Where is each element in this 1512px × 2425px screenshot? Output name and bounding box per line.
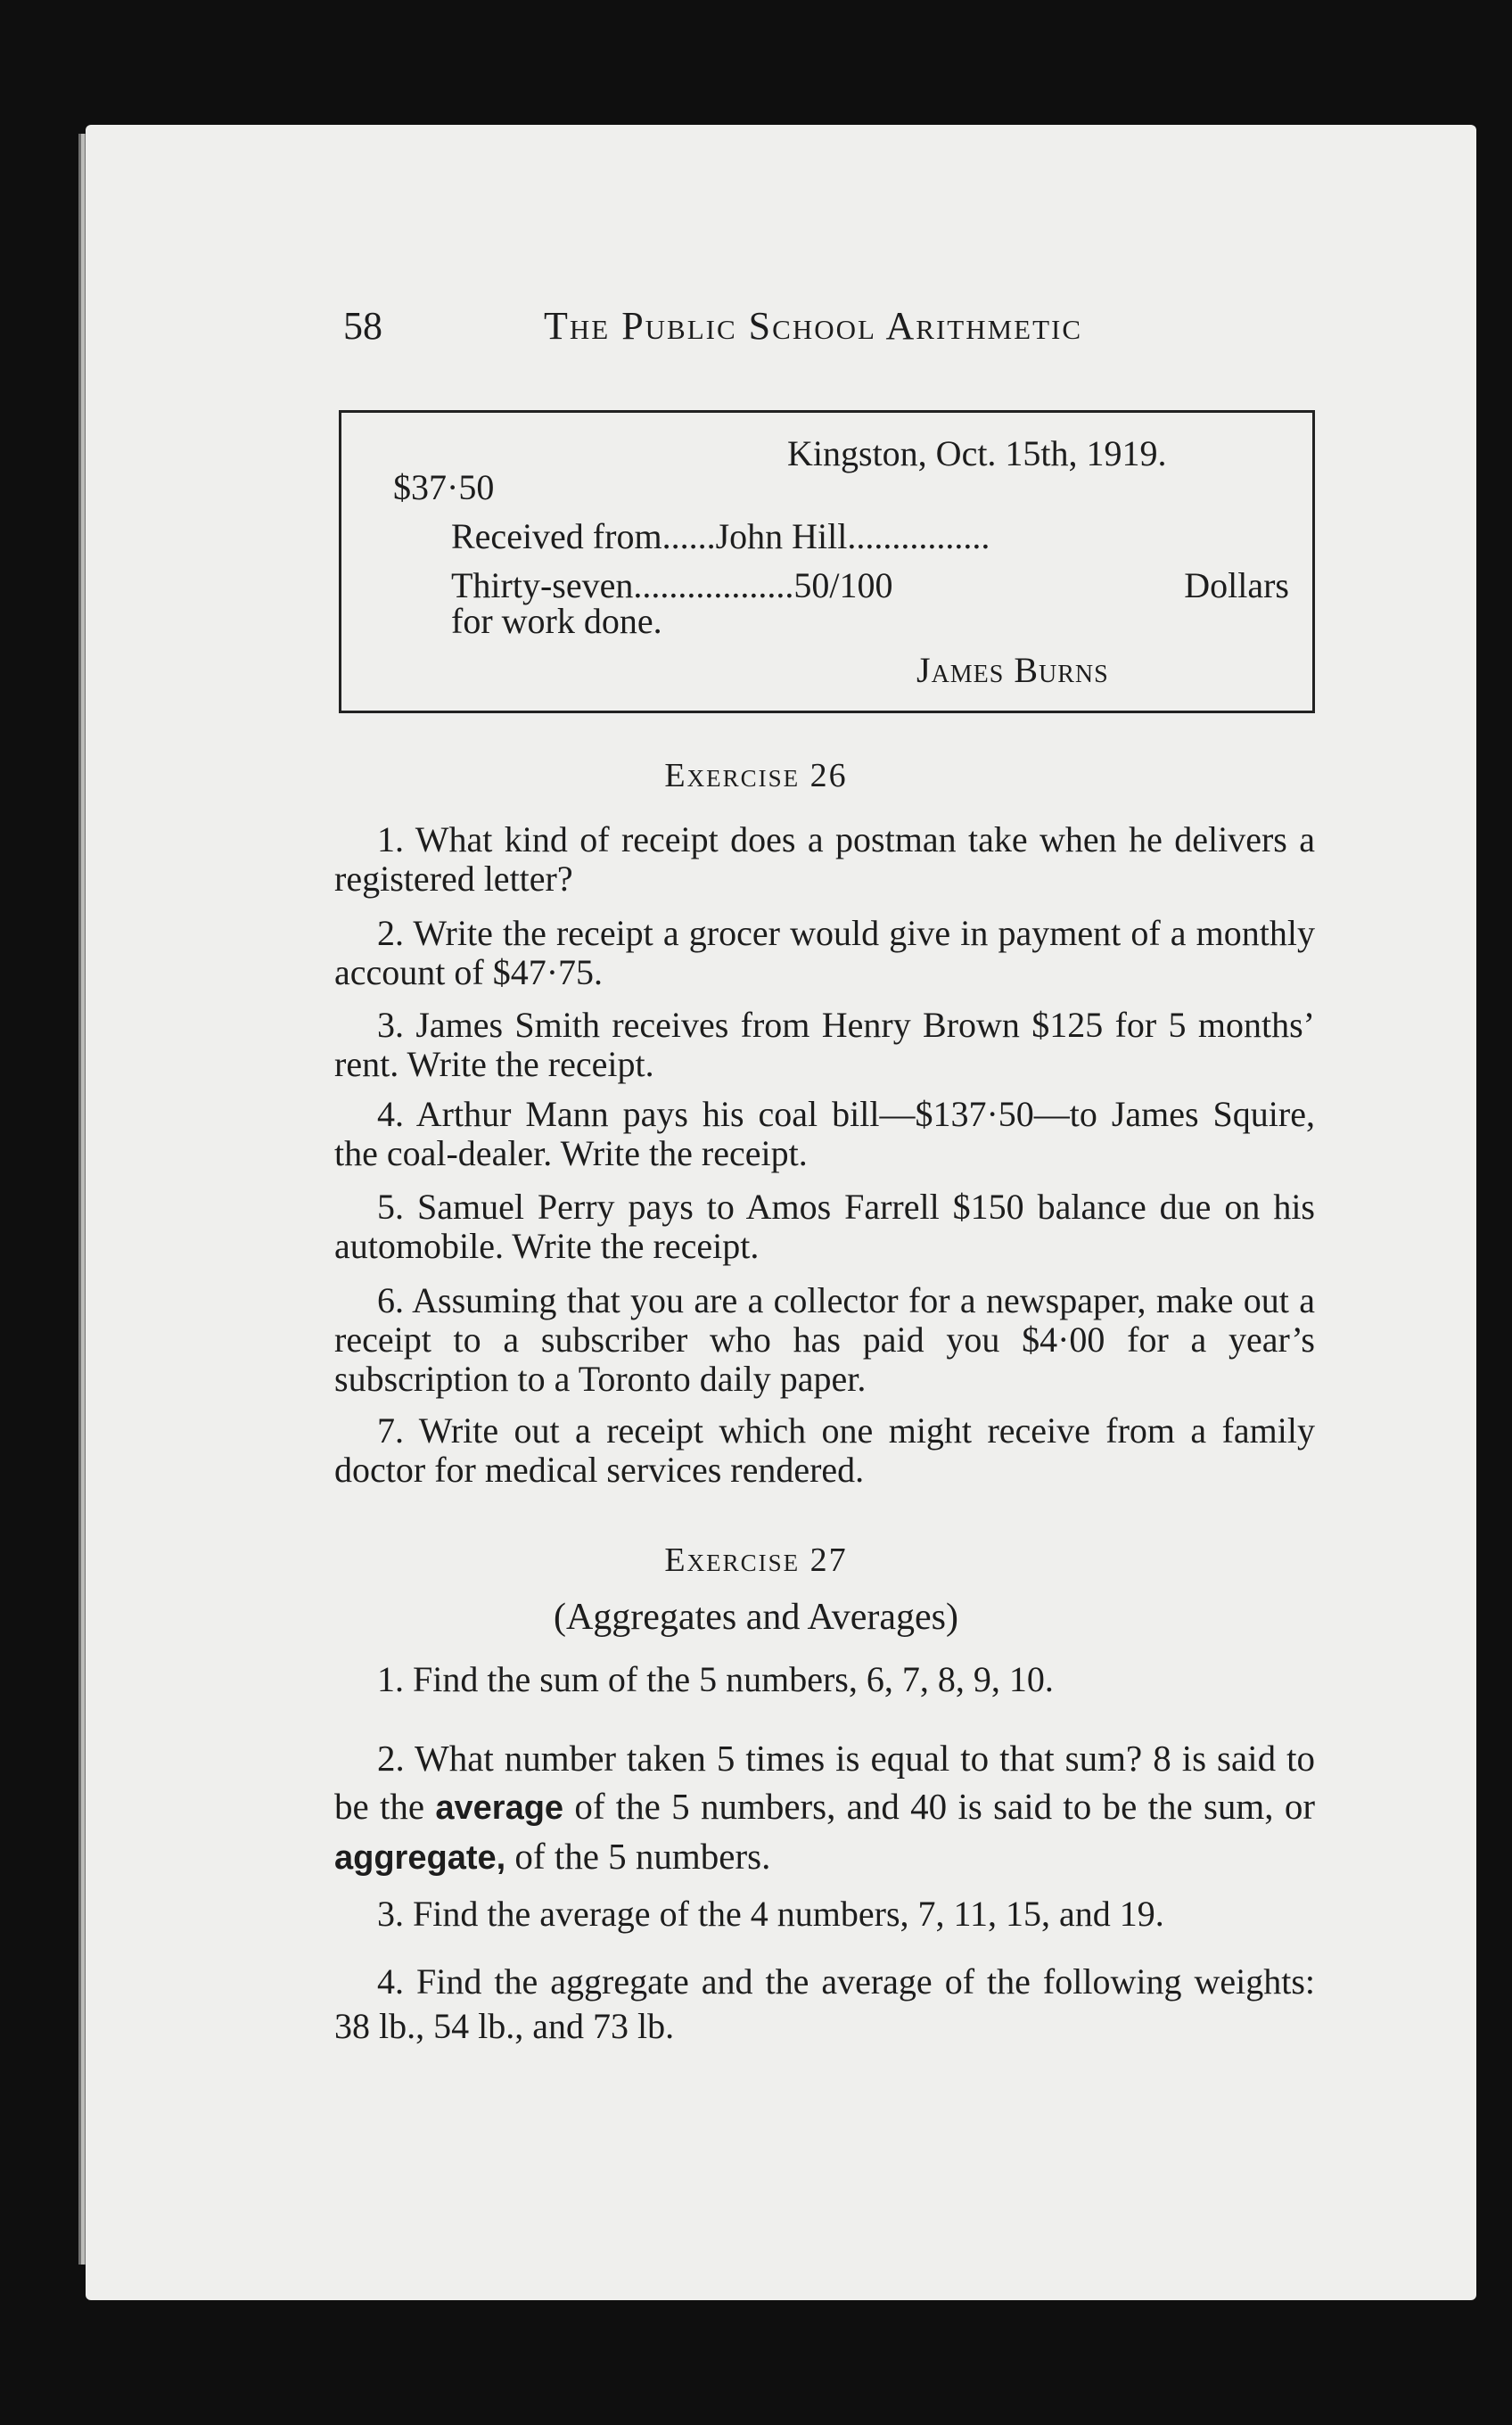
term-average: average: [435, 1789, 564, 1827]
exercise-26-heading: Exercise 26: [664, 757, 848, 794]
receipt-place-date: Kingston, Oct. 15th, 1919.: [787, 433, 1167, 473]
running-title: The Public School Arithmetic: [544, 304, 1083, 348]
exercise-26-question-6: 6. Assuming that you are a collector for a newspaper, make out a receipt to a subscriber who has paid you $4·00 for a year’s subscription to a Toronto daily paper.: [334, 1280, 1315, 1399]
exercise-26-question-2: 2. Write the receipt a grocer would give in payment of a monthly account of $47·75.: [334, 913, 1315, 992]
exercise-26-question-1: 1. What kind of receipt does a postman take when he delivers a registered letter?: [334, 819, 1316, 899]
receipt-amount: $37·50: [393, 467, 495, 507]
page-header: [0, 303, 1512, 357]
exercise-27-question-3: 3. Find the average of the 4 numbers, 7, 11, 15, and 19.: [377, 1894, 1164, 1934]
page-number: 58: [343, 304, 382, 348]
exercise-27-question-1: 1. Find the sum of the 5 numbers, 6, 7, 8, 9, 10.: [377, 1659, 1054, 1699]
exercise-27-subtitle: (Aggregates and Averages): [553, 1597, 959, 1638]
exercise-26-question-4: 4. Arthur Mann pays his coal bill—$137·50—to James Squire, the coal-dealer. Write the receipt.: [334, 1094, 1315, 1173]
receipt-received-from: Received from......John Hill................: [451, 516, 990, 556]
term-aggregate: aggregate,: [334, 1839, 506, 1877]
receipt-amount-words: Thirty-seven..................50/100: [451, 565, 893, 605]
receipt-amount-unit: Dollars: [1184, 565, 1289, 605]
sample-receipt: [339, 410, 1315, 713]
exercise-26-question-3: 3. James Smith receives from Henry Brown $125 for 5 months’ rent. Write the receipt.: [334, 1005, 1315, 1084]
receipt-purpose: for work done.: [451, 601, 662, 641]
exercise-26-question-7: 7. Write out a receipt which one might receive from a family doctor for medical services rendered.: [334, 1410, 1315, 1490]
exercise-27-question-2: 2. What number taken 5 times is equal to that sum? 8 is said to be the average of the 5 numbers, and 40 is said to be the sum, or aggregate, of the 5 numbers.: [334, 1738, 1315, 1877]
receipt-signature: James Burns: [916, 650, 1109, 690]
exercise-27-question-4: 4. Find the aggregate and the average of the following weights: 38 lb., 54 lb., and 73 lb.: [334, 1961, 1315, 2046]
exercise-27-heading: Exercise 27: [664, 1541, 848, 1579]
exercise-26-question-5: 5. Samuel Perry pays to Amos Farrell $150 balance due on his automobile. Write the receipt.: [334, 1187, 1315, 1266]
